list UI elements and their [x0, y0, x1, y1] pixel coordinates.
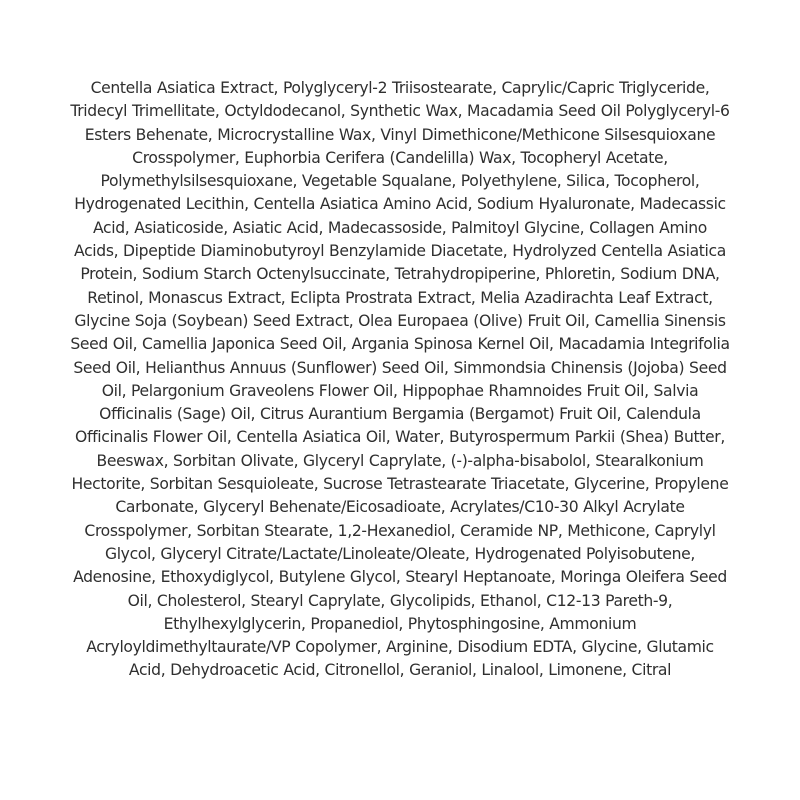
- ingredients-list-text: Centella Asiatica Extract, Polyglyceryl-2 Triisostearate, Caprylic/Capric Triglyceride, Tridecyl Trimellitate, Octyldodecanol, Synthetic Wax, Macadamia Seed Oil Polyglyceryl-6 Esters Behenate, Microcrystalline Wax, Vinyl Dimethicone/Methicone Silsesquioxane Crosspolymer, Euphorbia Cerifera (Candelilla) Wax, Tocopheryl Acetate, Polymethylsilsesquioxane, Vegetable Squalane, Polyethylene, Silica, Tocopherol, Hydrogenated Lecithin, Centella Asiatica Amino Acid, Sodium Hyaluronate, Madecassic Acid, Asiaticoside, Asiatic Acid, Madecassoside, Palmitoyl Glycine, Collagen Amino Acids, Dipeptide Diaminobutyroyl Benzylamide Diacetate, Hydrolyzed Centella Asiatica Protein, Sodium Starch Octenylsuccinate, Tetrahydropiperine, Phloretin, Sodium DNA, Retinol, Monascus Extract, Eclipta Prostrata Extract, Melia Azadirachta Leaf Extract, Glycine Soja (Soybean) Seed Extract, Olea Europaea (Olive) Fruit Oil, Camellia Sinensis Seed Oil, Camellia Japonica Seed Oil, Argania Spinosa Kernel Oil, Macadamia Integrifolia Seed Oil, Helianthus Annuus (Sunflower) Seed Oil, Simmondsia Chinensis (Jojoba) Seed Oil, Pelargonium Graveolens Flower Oil, Hippophae Rhamnoides Fruit Oil, Salvia Officinalis (Sage) Oil, Citrus Aurantium Bergamia (Bergamot) Fruit Oil, Calendula Officinalis Flower Oil, Centella Asiatica Oil, Water, Butyrospermum Parkii (Shea) Butter, Beeswax, Sorbitan Olivate, Glyceryl Caprylate, (-)-alpha-bisabolol, Stearalkonium Hectorite, Sorbitan Sesquioleate, Sucrose Tetrastearate Triacetate, Glycerine, Propylene Carbonate, Glyceryl Behenate/Eicosadioate, Acrylates/C10-30 Alkyl Acrylate Crosspolymer, Sorbitan Stearate, 1,2-Hexanediol, Ceramide NP, Methicone, Caprylyl Glycol, Glyceryl Citrate/Lactate/Linoleate/Oleate, Hydrogenated Polyisobutene, Adenosine, Ethoxydiglycol, Butylene Glycol, Stearyl Heptanoate, Moringa Oleifera Seed Oil, Cholesterol, Stearyl Caprylate, Glycolipids, Ethanol, C12-13 Pareth-9, Ethylhexylglycerin, Propanediol, Phytosphingosine, Ammonium Acryloyldimethyltaurate/VP Copolymer, Arginine, Disodium EDTA, Glycine, Glutamic Acid, Dehydroacetic Acid, Citronellol, Geraniol, Linalool, Limonene, Citral: [70, 79, 730, 680]
